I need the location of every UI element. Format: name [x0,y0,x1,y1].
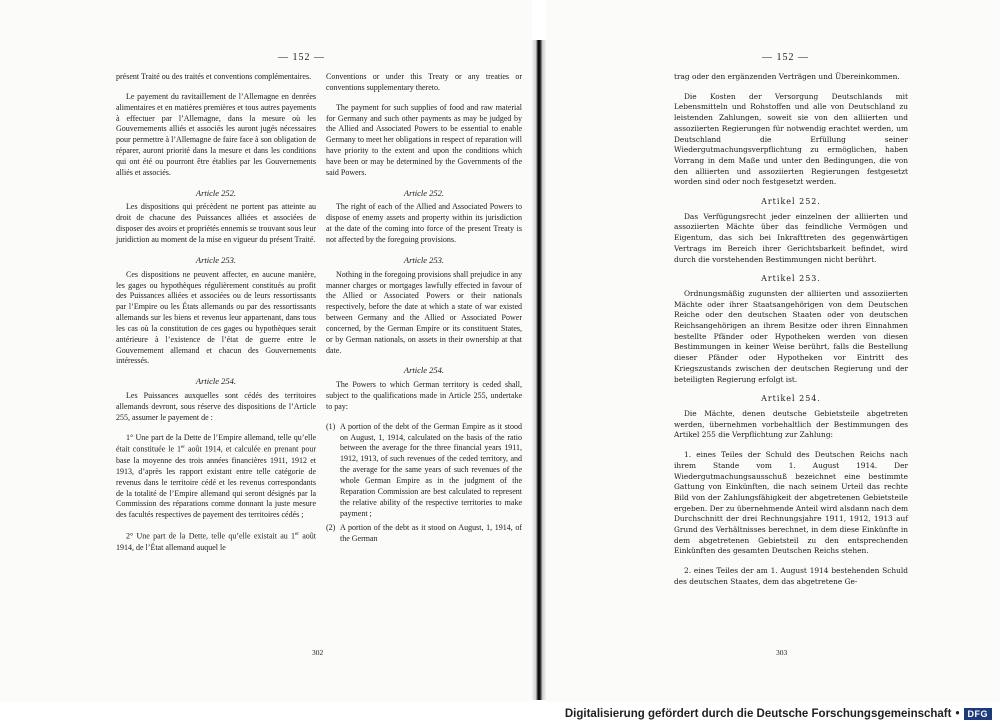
en-paragraph-2: The payment for such supplies of food and raw material for Germany and such other payments as may be judged by the Allied and Associated Powers to be essential to enable Germany to meet her obligations in respect of reparation will have priority to the extent and upon the conditions which have been or may be determined by the Governments of the said Powers. [326,102,522,177]
fr-item-1 [116,433,316,521]
dfg-logo: DFG [964,708,993,720]
fr-heading-252: Article 252. [195,187,237,198]
en-item-1-mark: (1) [326,421,336,431]
fr-item-1-text-a: Une part de la Dette de l’Empire allemand, telle qu’elle était constituée le 1 [116,432,316,455]
fr-paragraph-2: Le payement du ravitaillement de l’Allemagne en denrées alimentaires et en matières premières et tous autres payements à effectuer par l’Allemagne, dans la mesure où les Gouvernements alliés et associés les auront jugés nécessaires pour permettre à l’Allemagne de faire face à son obligation de réparer, auront priorité dans la mesure et dans les conditions qui ont été ou pourront être établies par les Gouvernements alliés et associés. [116,91,316,177]
fr-item-1-mark: 1° [126,432,134,442]
fr-article-253: Ces dispositions ne peuvent affecter, en aucune manière, les gages ou hypothèques régulièrement constitués au profit des Puissances alliées et associées ou de leurs ressortissants par l’Empire ou les États allemands ou par des ressortissants allemands sur les biens et revenus leur appartenant, dans tous les cas où la constitution de ces gages ou hypothèques serait antérieure à l’existence de l’état de guerre entre le Gouvernement allemand et chacun des Gouvernements intéressés. [116,269,316,366]
de-heading-252: Artikel 252. [761,197,821,207]
en-heading-254: Article 254. [403,365,445,376]
french-column [116,72,316,562]
de-item-1: 1. eines Teiles der Schuld des Deutschen Reichs nach ihrem Stande vom 1. August 1914. Der Wiedergutmachungsausschuß bezeichnet eine bestimmte Gattung von Einkünften, die nach seinem Urteil das rechte Bild von der Zahlungsfähigkeit der abgetretenen Gebietsteile ergeben. Der zu übernehmende Anteil wird alsdann nach dem Durchschnitt der drei Rechnungsjahre 1911, 1912, 1913 auf Grund des Verhältnisses berechnet, in dem diese Einkünfte in dem abgetretenen Gebietsteil zu den entsprechenden Einkünften des gesamten Deutschen Reichs stehen. [674,450,908,556]
de-article-254: Die Mächte, denen deutsche Gebietsteile abgetreten werden, übernehmen vorbehaltlich der Bestimmungen des Artikel 255 die Verpflichtung zur Zahlung: [674,408,908,440]
fr-item-2-sup: er [295,532,299,538]
english-column [326,72,522,551]
footer-separator-dot: • [955,708,960,720]
de-heading-253: Artikel 253. [761,274,821,284]
fr-heading-254: Article 254. [195,376,237,387]
en-item-1 [326,421,522,520]
fr-item-2-text-a: Une part de la Dette, telle qu’elle existait au 1 [136,531,296,541]
en-heading-253: Article 253. [403,254,445,265]
de-paragraph-2: Die Kosten der Versorgung Deutschlands mit Lebensmitteln und Rohstoffen und alle von Deutschland zu leistenden Zahlungen, soweit sie von den alliierten und assoziierten Regierungen für notwendig erachtet werden, um Deutschland die Erfüllung seiner Wiedergutmachungsverpflichtung zu ermöglichen, haben Vorrang in dem Maße und unter den Bedingungen, die von den alliierten und assoziierten Regierungen festgesetzt worden sind oder noch festgesetzt werden. [674,91,908,187]
en-item-2-text: A portion of the debt as it stood on August, 1, 1914, of the German [340,523,522,544]
book-spine [532,40,546,700]
de-item-2: 2. eines Teiles der am 1. August 1914 bestehenden Schuld des deutschen Staates, dem das abgetretene Ge- [674,566,908,586]
de-article-253: Ordnungsmäßig zugunsten der alliierten und assoziierten Mächte oder ihrer Staatsangehörigen von dem Deutschen Reiche oder den deutschen Staaten oder von deutschen Reichsangehörigen an ihrem Besitze oder ihren Einnahmen bestellte Pfänder oder Hypotheken werden von diesen Bestimmungen in keiner Weise berührt, falls die Bestellung dieser Pfänder oder Hypotheken vor Eintritt des Kriegszustands zwischen der deutschen Regierung und der beteiligten Regierung erfolgt ist. [674,288,908,384]
fr-item-1-text-b: août 1914, et calculée en prenant pour base la moyenne des trois années financières 1911, 1912 et 1913, d’après les rapport existant entre telle catégorie de revenus dans le territoire cédé et les revenus correspondants de la totalité de l’Empire allemand qui seront désignés par la Commission des réparations comme donnant la juste mesure des facultés respectives de payement des territoires cédés ; [116,445,316,520]
en-article-252: The right of each of the Allied and Associated Powers to dispose of enemy assets and property within its jurisdiction at the date of the coming into force of the present Treaty is not affected by the foregoing provisions. [326,202,522,244]
german-column [674,72,908,597]
fr-item-1-sup: er [181,445,185,451]
fr-article-252: Les dispositions qui précèdent ne portent pas atteinte au droit de chacune des Puissances alliées et associées de disposer des avoirs et propriétés ennemis se trouvant sous leur juridiction au moment de la mise en vigueur du présent Traité. [116,202,316,244]
funding-footer [565,708,992,720]
en-item-1-text: A portion of the debt of the German Empire as it stood on August, 1, 1914, calculated on the basis of the ratio between the average for the three financial years 1911, 1912, 1913, of such revenues of the ceded territory, and the average for the same years of such revenues of the whole German Empire as in the judgment of the Reparation Commission are best calculated to represent the relative ability of the respective territories to make payment ; [340,421,522,518]
en-item-2 [326,523,522,545]
fr-item-2-text-b: août 1914, de l’État allemand auquel le [116,531,316,552]
de-paragraph-1: trag oder den ergänzenden Verträgen und Übereinkommen. [674,72,900,81]
fr-item-2-mark: 2° [126,531,134,541]
footer-text: Digitalisierung gefördert durch die Deutsche Forschungsgemeinschaft [564,708,952,720]
folio-right: 303 [776,648,788,657]
fr-paragraph-1: présent Traité ou des traités et conventions complémentaires. [116,72,312,81]
en-item-list [326,422,522,545]
fr-item-2 [116,530,316,553]
en-article-253: Nothing in the foregoing provisions shall prejudice in any manner charges or mortgages lawfully effected in favour of the Allied or Associated Powers or their nationals respectively, before the date at which a state of war existed between Germany and the Allied or Associated Power concerned, by the German Empire or its constituent States, or by German nationals, on assets in their ownership at that date. [326,269,522,355]
en-heading-252: Article 252. [403,187,445,198]
en-article-254: The Powers to which German territory is ceded shall, subject to the qualifications made in Article 255, undertake to pay: [326,380,522,411]
en-paragraph-1: Conventions or under this Treaty or any treaties or conventions supplementary thereto. [326,72,522,92]
de-heading-254: Artikel 254. [761,394,821,404]
fr-article-254: Les Puissances auxquelles sont cédés des territoires allemands devront, sous réserve des dispositions de l’Article 255, assumer le payement de : [116,391,316,422]
page-number-left: — 152 — [278,52,325,63]
folio-left: 302 [312,648,324,657]
de-article-252: Das Verfügungsrecht jeder einzelnen der alliierten und assoziierten Mächte über das feindliche Vermögen und Eigentum, das sich bei Inkrafttreten des gegenwärtigen Vertrags im Bereich ihrer Gerichtsbarkeit befindet, wird durch die vorstehenden Bestimmungen nicht berührt. [674,211,908,264]
page-number-right: — 152 — [762,52,809,63]
en-item-2-mark: (2) [326,523,336,533]
fr-heading-253: Article 253. [195,254,237,265]
